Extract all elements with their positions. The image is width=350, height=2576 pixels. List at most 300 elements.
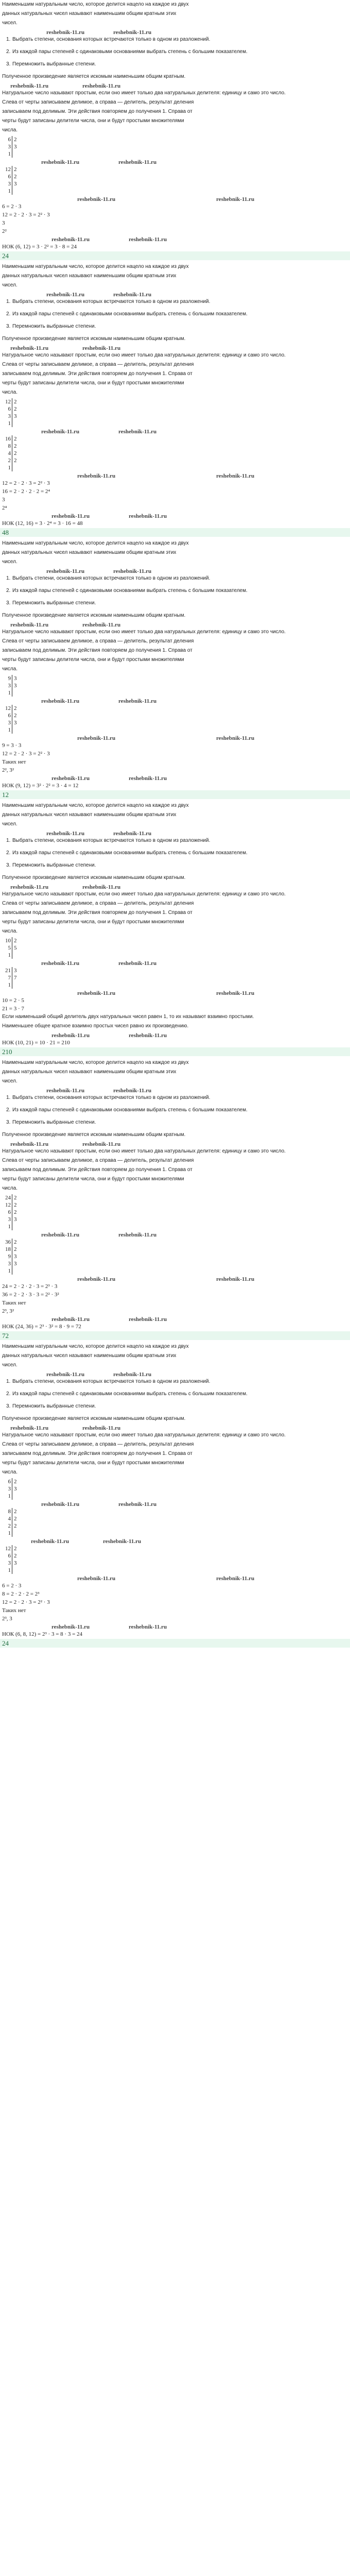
method-line: черты будут записаны делители числа, они и будут простыми множителями: [2, 1460, 184, 1466]
factor-dividend: 8: [3, 443, 12, 450]
watermark-text: reshebnik-11.ru: [129, 513, 167, 519]
product-text: Полученное произведение является искомым наименьшим общим кратным.: [2, 1132, 186, 1138]
watermark-row: [0, 29, 350, 35]
method-line: черты будут записаны делители числа, они и будут простыми множителями: [2, 657, 184, 663]
nok-result: НОК (12, 16) = 3 · 2⁴ = 3 · 16 = 48: [2, 520, 83, 527]
watermark-row: [0, 1501, 350, 1507]
watermark-text: reshebnik-11.ru: [10, 83, 49, 89]
factor-dividend: 21: [3, 967, 12, 974]
equation-1: 9 = 3 · 3: [2, 742, 22, 749]
watermark-text: reshebnik-11.ru: [113, 831, 152, 837]
factor-divisor: 3: [14, 683, 17, 689]
factor-divisor: 2: [14, 1516, 17, 1522]
intro-line: чисел.: [2, 821, 18, 827]
rule-number: 1.: [6, 37, 11, 42]
watermark-row: [0, 735, 350, 741]
factor-dividend: 3: [3, 180, 12, 188]
factor-dividend: 36: [3, 1239, 12, 1246]
watermark-row: [0, 568, 350, 574]
product-text: Полученное произведение является искомым наименьшим общим кратным.: [2, 613, 186, 618]
factor-dividend: 1: [3, 1267, 12, 1275]
method-line: Слева от черты записываем делимое, а справа — делитель, результат деления: [2, 99, 194, 105]
factor-row: [3, 682, 22, 689]
factor-row: [3, 136, 22, 143]
watermark-text: reshebnik-11.ru: [82, 1425, 121, 1431]
factor-divisor: 2: [14, 1202, 17, 1208]
watermark-text: reshebnik-11.ru: [113, 292, 152, 298]
rule-number: 3.: [6, 600, 11, 606]
rule-item: [6, 1094, 350, 1101]
rule-item: [6, 36, 350, 43]
intro-line: данных натуральных чисел называют наименьшим общим кратным этих: [2, 11, 177, 16]
nok-result: НОК (9, 12) = 3² · 2² = 3 · 4 = 12: [2, 783, 79, 789]
watermark-text: reshebnik-11.ru: [51, 1032, 90, 1039]
watermark-row: [0, 990, 350, 996]
factor-dividend: 3: [3, 1216, 12, 1223]
rule-text: Выбрать степени, основания которых встречаются только в одном из разложений.: [12, 838, 211, 843]
factor-dividend: 3: [3, 1260, 12, 1267]
prime-text: Натуральное число называют простым, если оно имеет только два натуральных делителя: единицу и само это число.: [2, 90, 286, 96]
prime-text: Натуральное число называют простым, если оно имеет только два натуральных делителя: единицу и само это число.: [2, 891, 286, 897]
factor-dividend: 3: [3, 143, 12, 150]
factor-row: [3, 1253, 22, 1260]
watermark-row: [0, 1087, 350, 1093]
factor-table-b: [3, 1508, 22, 1537]
factor-dividend: 6: [3, 1552, 12, 1560]
watermark-row: [0, 1425, 350, 1431]
common-factors: 2³, 3²: [2, 1308, 14, 1314]
factor-divisor: 3: [14, 1560, 17, 1566]
answer-box: 48: [0, 528, 350, 537]
watermark-row: [0, 621, 350, 628]
factor-divisor: 3: [14, 1253, 17, 1260]
rules-list: [6, 1094, 350, 1126]
factor-divisor: 2: [14, 1523, 17, 1529]
factor-dividend: 12: [3, 1201, 12, 1209]
watermark-text: reshebnik-11.ru: [51, 775, 90, 782]
watermark-text: reshebnik-11.ru: [82, 345, 121, 351]
rule-text: Перемножить выбранные степени.: [12, 862, 96, 868]
rule-item: [6, 837, 350, 844]
rule-item: [6, 323, 350, 330]
rule-number: 2.: [6, 1107, 11, 1113]
factor-row: [3, 719, 22, 726]
factor-row: [3, 457, 22, 464]
factor-table-b: [3, 166, 22, 195]
method-line: черты будут записаны делители числа, они и будут простыми множителями: [2, 919, 184, 925]
factor-dividend: 6: [3, 1209, 12, 1216]
factor-divisor: 3: [14, 1261, 17, 1267]
watermark-text: reshebnik-11.ru: [41, 698, 80, 704]
rule-item: [6, 48, 350, 56]
factor-divisor: 2: [14, 399, 17, 405]
product-text: Полученное произведение является искомым наименьшим общим кратным.: [2, 875, 186, 880]
factor-row: [3, 675, 22, 682]
factor-table-a: [3, 398, 22, 427]
watermark-row: [0, 291, 350, 297]
factor-dividend: 12: [3, 705, 12, 712]
factor-table-a: [3, 937, 22, 959]
factor-divisor: 2: [14, 443, 17, 449]
factor-dividend: 1: [3, 1223, 12, 1230]
note-label: Таких нет: [2, 1300, 26, 1306]
factor-dividend: 1: [3, 150, 12, 158]
common-factors: 3: [2, 497, 5, 503]
watermark-text: reshebnik-11.ru: [46, 831, 85, 837]
intro-line: чисел.: [2, 282, 18, 288]
factor-row: [3, 1515, 22, 1522]
factor-row: [3, 1194, 22, 1201]
factor-table-b: [3, 705, 22, 734]
watermark-text: reshebnik-11.ru: [10, 1141, 49, 1147]
watermark-text: reshebnik-11.ru: [51, 236, 90, 243]
rule-text: Выбрать степени, основания которых встречаются только в одном из разложений.: [12, 575, 211, 581]
factor-divisor: [12, 1223, 23, 1230]
intro-line: Наименьшим натуральным число, которое делится нацело на каждое из двух: [2, 2, 189, 7]
watermark-text: reshebnik-11.ru: [216, 196, 255, 202]
factor-dividend: 1: [3, 689, 12, 697]
watermark-row: [0, 472, 350, 479]
factor-dividend: 3: [3, 719, 12, 726]
intro-line: данных натуральных чисел называют наименьшим общим кратным этих: [2, 1069, 177, 1075]
factor-row: [3, 1545, 22, 1552]
factor-row: [3, 1522, 22, 1530]
method-line: Слева от черты записываем делимое, а справа — делитель, результат деления: [2, 901, 194, 906]
watermark-text: reshebnik-11.ru: [31, 1538, 69, 1545]
method-line: записываем под делимым. Эти действия повторяем до получения 1. Справа от: [2, 648, 192, 653]
method-line: числа.: [2, 389, 18, 395]
watermark-row: [0, 82, 350, 89]
rule-item: [6, 1119, 350, 1126]
factor-row: [3, 150, 22, 158]
factor-dividend: 9: [3, 1253, 12, 1260]
watermark-text: reshebnik-11.ru: [118, 698, 157, 704]
intro-line: данных натуральных чисел называют наименьшим общим кратным этих: [2, 1353, 177, 1359]
solution-s6: [0, 1343, 350, 1648]
coprime-text: Если наименьший общий делитель двух натуральных чисел равен 1, то их называют взаимно простыми.: [2, 1014, 254, 1020]
rule-item: [6, 1391, 350, 1398]
factor-divisor: 2: [14, 406, 17, 412]
method-line: Слева от черты записываем делимое, а справа — делитель, результат деления: [2, 638, 194, 644]
product-text: Полученное произведение является искомым наименьшим общим кратным.: [2, 1416, 186, 1421]
factor-divisor: 2: [14, 457, 17, 464]
factor-divisor: 3: [14, 413, 17, 419]
factor-dividend: 1: [3, 952, 12, 959]
watermark-row: [0, 1276, 350, 1282]
rule-number: 1.: [6, 575, 11, 581]
factor-row: [3, 420, 22, 427]
intro-line: данных натуральных чисел называют наименьшим общим кратным этих: [2, 550, 177, 555]
rule-number: 3.: [6, 862, 11, 868]
factor-dividend: 2: [3, 1522, 12, 1530]
factor-row: [3, 173, 22, 180]
factor-table-a: [3, 675, 22, 697]
method-line: черты будут записаны делители числа, они и будут простыми множителями: [2, 118, 184, 124]
rule-text: Из каждой пары степеней с одинаковыми основаниями выбрать степень с большим показателем.: [12, 49, 248, 55]
factor-dividend: 1: [3, 1567, 12, 1574]
factor-row: [3, 1260, 22, 1267]
factor-divisor: 3: [14, 181, 17, 187]
watermark-row: [0, 513, 350, 519]
watermark-row: [0, 1371, 350, 1377]
factor-row: [3, 1223, 22, 1230]
answer-box: 210: [0, 1047, 350, 1056]
factor-divisor: [12, 1530, 23, 1537]
factor-row: [3, 1267, 22, 1275]
rule-number: 1.: [6, 1095, 11, 1100]
method-line: числа.: [2, 1469, 18, 1475]
watermark-text: reshebnik-11.ru: [41, 429, 80, 435]
watermark-text: reshebnik-11.ru: [118, 1232, 157, 1238]
watermark-row: [0, 428, 350, 434]
rule-number: 2.: [6, 1391, 11, 1397]
factor-row: [3, 1239, 22, 1246]
factor-dividend: 6: [3, 1478, 12, 1485]
answer-box: 72: [0, 1331, 350, 1340]
rule-text: Из каждой пары степеней с одинаковыми основаниями выбрать степень с большим показателем.: [12, 588, 248, 594]
factor-divisor: 2: [14, 436, 17, 442]
factor-dividend: 6: [3, 712, 12, 719]
rule-text: Перемножить выбранные степени.: [12, 61, 96, 67]
solution-s4: [0, 802, 350, 1056]
factor-divisor: [12, 1493, 23, 1500]
factor-divisor: [12, 464, 23, 471]
factor-dividend: 1: [3, 981, 12, 989]
method-line: числа.: [2, 928, 18, 934]
watermark-row: [0, 159, 350, 165]
watermark-text: reshebnik-11.ru: [216, 990, 255, 996]
note-label: Таких нет: [2, 759, 26, 765]
factor-row: [3, 1478, 22, 1485]
watermark-text: reshebnik-11.ru: [10, 622, 49, 628]
factor-dividend: 12: [3, 398, 12, 405]
watermark-text: reshebnik-11.ru: [113, 29, 152, 36]
factor-dividend: 6: [3, 405, 12, 413]
factor-dividend: 9: [3, 675, 12, 682]
method-line: записываем под делимым. Эти действия повторяем до получения 1. Справа от: [2, 371, 192, 377]
equation-2: 12 = 2 · 2 · 3 = 2² · 3: [2, 212, 50, 218]
factor-row: [3, 188, 22, 195]
factor-row: [3, 1246, 22, 1253]
factor-row: [3, 1560, 22, 1567]
watermark-text: reshebnik-11.ru: [46, 1088, 85, 1094]
watermark-row: [0, 236, 350, 242]
watermark-text: reshebnik-11.ru: [118, 429, 157, 435]
rule-item: [6, 311, 350, 318]
factor-divisor: 2: [14, 450, 17, 456]
method-line: Слева от черты записываем делимое, а справа — делитель, результат деления: [2, 1442, 194, 1447]
rule-number: 1.: [6, 1379, 11, 1384]
factor-row: [3, 1216, 22, 1223]
factor-row: [3, 443, 22, 450]
factor-divisor: 2: [14, 1209, 17, 1215]
factor-table-a: [3, 1478, 22, 1500]
equation-1: 6 = 2 · 3: [2, 1583, 22, 1589]
factor-table-a: [3, 1194, 22, 1230]
factor-table-b: [3, 967, 22, 989]
watermark-text: reshebnik-11.ru: [118, 1501, 157, 1507]
factor-table-b: [3, 1239, 22, 1275]
common-factors: 3: [2, 220, 5, 226]
intro-line: Наименьшим натуральным число, которое делится нацело на каждое из двух: [2, 264, 189, 269]
factor-row: [3, 450, 22, 457]
watermark-row: [0, 960, 350, 966]
watermark-text: reshebnik-11.ru: [216, 473, 255, 479]
rules-list: [6, 298, 350, 330]
factor-divisor: 5: [14, 945, 17, 951]
answer-box: 12: [0, 790, 350, 799]
watermark-text: reshebnik-11.ru: [10, 345, 49, 351]
watermark-text: reshebnik-11.ru: [10, 1425, 49, 1431]
factor-dividend: 10: [3, 937, 12, 944]
watermark-text: reshebnik-11.ru: [77, 1276, 116, 1282]
factor-dividend: 18: [3, 1246, 12, 1253]
watermark-text: reshebnik-11.ru: [82, 622, 121, 628]
watermark-row: [0, 1575, 350, 1581]
watermark-row: [0, 1538, 350, 1544]
intro-line: Наименьшим натуральным число, которое делится нацело на каждое из двух: [2, 1060, 189, 1065]
rule-number: 3.: [6, 61, 11, 67]
watermark-text: reshebnik-11.ru: [82, 83, 121, 89]
watermark-row: [0, 884, 350, 890]
rule-item: [6, 862, 350, 869]
equation-2: 21 = 3 · 7: [2, 1006, 24, 1012]
rule-text: Из каждой пары степеней с одинаковыми основаниями выбрать степень с большим показателем.: [12, 1391, 248, 1397]
watermark-row: [0, 1141, 350, 1147]
factor-divisor: [12, 981, 23, 989]
rule-item: [6, 587, 350, 595]
method-line: Слева от черты записываем делимое, а справа — делитель, результат деления: [2, 362, 194, 367]
watermark-text: reshebnik-11.ru: [216, 735, 255, 741]
watermark-text: reshebnik-11.ru: [216, 1575, 255, 1582]
factor-row: [3, 1552, 22, 1560]
rule-text: Из каждой пары степеней с одинаковыми основаниями выбрать степень с большим показателем.: [12, 850, 248, 856]
equation-1: 10 = 2 · 5: [2, 997, 24, 1004]
answer-box: 24: [0, 1639, 350, 1648]
factor-divisor: 2: [14, 1479, 17, 1485]
factor-row: [3, 952, 22, 959]
watermark-text: reshebnik-11.ru: [82, 1141, 121, 1147]
rule-number: 1.: [6, 299, 11, 304]
rule-item: [6, 600, 350, 607]
prime-text: Натуральное число называют простым, если оно имеет только два натуральных делителя: единицу и само это число.: [2, 1432, 286, 1438]
watermark-text: reshebnik-11.ru: [41, 1501, 80, 1507]
watermark-text: reshebnik-11.ru: [82, 884, 121, 890]
prime-text: Натуральное число называют простым, если оно имеет только два натуральных делителя: единицу и само это число.: [2, 629, 286, 635]
solution-s3: [0, 540, 350, 799]
equation-2: 36 = 2 · 2 · 3 · 3 = 2² · 3²: [2, 1292, 59, 1298]
watermark-text: reshebnik-11.ru: [129, 1624, 167, 1630]
rule-number: 3.: [6, 1120, 11, 1125]
rule-text: Выбрать степени, основания которых встречаются только в одном из разложений.: [12, 299, 211, 304]
watermark-text: reshebnik-11.ru: [129, 1032, 167, 1039]
factor-row: [3, 1485, 22, 1493]
factor-divisor: 3: [14, 675, 17, 682]
factor-dividend: 1: [3, 726, 12, 734]
factor-row: [3, 981, 22, 989]
factor-divisor: 2: [14, 713, 17, 719]
nok-result: НОК (6, 12) = 3 · 2² = 3 · 8 = 24: [2, 244, 77, 250]
extra-factors: 2²: [2, 228, 7, 234]
factor-divisor: [12, 1567, 23, 1574]
factor-row: [3, 180, 22, 188]
factor-dividend: 3: [3, 413, 12, 420]
factor-dividend: 1: [3, 1493, 12, 1500]
factor-row: [3, 712, 22, 719]
intro-line: данных натуральных чисел называют наименьшим общим кратным этих: [2, 812, 177, 818]
watermark-row: [0, 1623, 350, 1630]
rule-text: Из каждой пары степеней с одинаковыми основаниями выбрать степень с большим показателем.: [12, 1107, 248, 1113]
method-line: записываем под делимым. Эти действия повторяем до получения 1. Справа от: [2, 109, 192, 114]
rule-text: Выбрать степени, основания которых встречаются только в одном из разложений.: [12, 37, 211, 42]
method-line: числа.: [2, 127, 18, 133]
note-label: Таких нет: [2, 1607, 26, 1614]
watermark-text: reshebnik-11.ru: [118, 159, 157, 165]
factor-divisor: 2: [14, 1553, 17, 1559]
watermark-text: reshebnik-11.ru: [46, 29, 85, 36]
rule-number: 2.: [6, 311, 11, 317]
factor-dividend: 6: [3, 136, 12, 143]
rule-item: [6, 298, 350, 306]
factor-dividend: 5: [3, 944, 12, 952]
factor-divisor: 3: [14, 968, 17, 974]
rule-text: Выбрать степени, основания которых встречаются только в одном из разложений.: [12, 1379, 211, 1384]
factor-row: [3, 726, 22, 734]
watermark-text: reshebnik-11.ru: [51, 1316, 90, 1323]
factor-row: [3, 1530, 22, 1537]
watermark-text: reshebnik-11.ru: [129, 1316, 167, 1323]
equation-3: 12 = 2 · 2 · 3 = 2² · 3: [2, 1599, 50, 1605]
watermark-text: reshebnik-11.ru: [41, 960, 80, 967]
watermark-text: reshebnik-11.ru: [77, 990, 116, 996]
watermark-row: [0, 1231, 350, 1238]
product-text: Полученное произведение является искомым наименьшим общим кратным.: [2, 74, 186, 79]
watermark-row: [0, 698, 350, 704]
rule-text: Перемножить выбранные степени.: [12, 1120, 96, 1125]
factor-dividend: 7: [3, 974, 12, 981]
factor-row: [3, 1209, 22, 1216]
watermark-row: [0, 345, 350, 351]
factor-divisor: 2: [14, 938, 17, 944]
nok-result: НОК (10, 21) = 10 · 21 = 210: [2, 1040, 70, 1046]
rule-item: [6, 575, 350, 582]
factor-divisor: 3: [14, 720, 17, 726]
factor-dividend: 1: [3, 1530, 12, 1537]
common-factors: 2³, 3: [2, 1616, 12, 1622]
method-line: числа.: [2, 1185, 18, 1191]
factor-row: [3, 413, 22, 420]
intro-line: чисел.: [2, 559, 18, 565]
rule-item: [6, 1107, 350, 1114]
rule-text: Перемножить выбранные степени.: [12, 324, 96, 329]
factor-divisor: 3: [14, 1216, 17, 1223]
factor-table-a: [3, 136, 22, 158]
factor-row: [3, 435, 22, 443]
factor-table-b: [3, 435, 22, 471]
equation-2: 8 = 2 · 2 · 2 = 2³: [2, 1591, 40, 1597]
solution-s5: [0, 1059, 350, 1340]
watermark-text: reshebnik-11.ru: [51, 1624, 90, 1630]
factor-row: [3, 1201, 22, 1209]
watermark-text: reshebnik-11.ru: [129, 236, 167, 243]
factor-divisor: 3: [14, 1486, 17, 1492]
watermark-text: reshebnik-11.ru: [51, 513, 90, 519]
watermark-text: reshebnik-11.ru: [46, 1371, 85, 1378]
factor-row: [3, 405, 22, 413]
factor-row: [3, 944, 22, 952]
factor-dividend: 1: [3, 188, 12, 195]
factor-divisor: [12, 188, 23, 195]
